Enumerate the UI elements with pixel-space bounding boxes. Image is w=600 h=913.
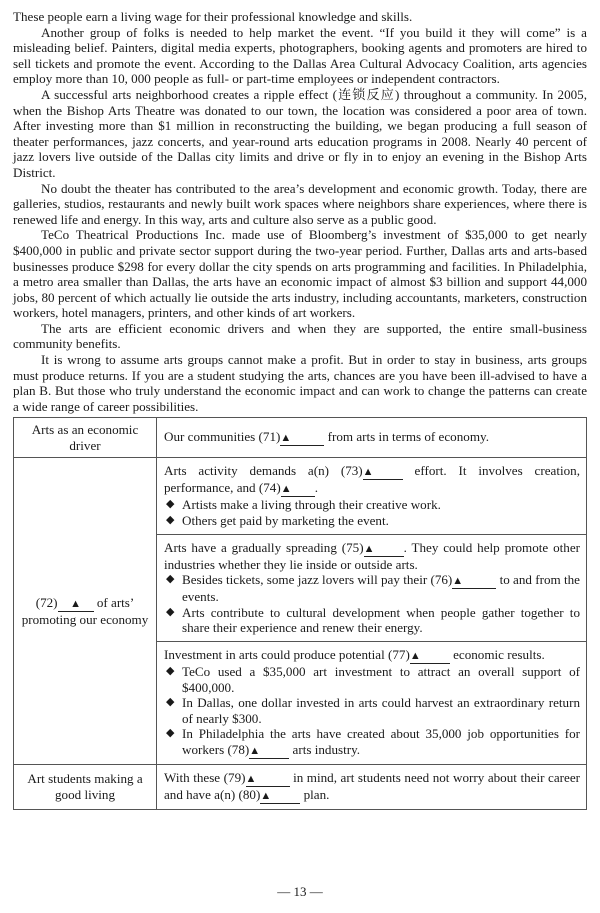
diamond-bullet-icon: ◆ — [166, 514, 175, 527]
passage-paragraph-7: It is wrong to assume arts groups cannot make a profit. But in order to stay in business, arts groups must produce returns. If you are a student studying the arts, chances are you have been ill-advised to have a plan B. But those who truly understand the economic impact and can work to change the patterns can create a wide range of career possibilities. — [13, 352, 587, 414]
row-content-economic-driver: Our communities (71)▲ from arts in terms of economy. — [157, 418, 587, 458]
row-label-promoting-economy: (72) ▲ of arts’ promoting our economy — [14, 458, 157, 765]
page-number: — 13 — — [277, 884, 323, 899]
blank-74[interactable] — [281, 481, 315, 497]
diamond-bullet-icon: ◆ — [166, 665, 175, 677]
blank-marker-icon: ▲ — [70, 597, 81, 610]
blank-marker-icon: ▲ — [249, 744, 261, 757]
passage-paragraph-2: Another group of folks is needed to help market the event. “If you build it they will come” is a misleading belief. Painters, digital media experts, photographers, booking agents and promoters are hired to sell tickets and promote the event. According to the Dallas Area Cultural Advocacy Coalition, arts agencies employ more than 10, 000 people as full- or part-time employees or independent contractors. — [13, 24, 587, 87]
blank-marker-icon: ▲ — [280, 483, 292, 496]
diamond-bullet-icon: ◆ — [166, 498, 175, 511]
blank-80[interactable] — [260, 788, 300, 804]
passage-paragraph-3: A successful arts neighborhood creates a ripple effect (连锁反应) throughout a community. In 2005, when the Bishop Arts Theatre was donated to our town, the location was considered a poor area of town. After investing more than $1 million in reconstructing the building, we began producing a full season of theater performances, jazz concerts, and year-round arts education programs in 2008. Nearly 40 percent of jazz lovers live outside of the Dallas city limits and drive or fly in to enjoy an evening in the Bishop Arts District. — [13, 86, 587, 180]
row-content-art-students: With these (79)▲ in mind, art students need not worry about their career and have a(n) (80)▲ plan. — [157, 764, 587, 809]
blank-75[interactable] — [364, 541, 404, 557]
blank-71[interactable] — [280, 430, 324, 446]
blank-72[interactable] — [58, 596, 94, 612]
bullet-item: ◆ In Dallas, one dollar invested in arts could harvest an extraordinary return of nearly $300. — [166, 695, 580, 726]
row-label-art-students: Art students making a good living — [14, 764, 157, 809]
blank-marker-icon: ▲ — [245, 772, 257, 785]
bullet-item: ◆ Artists make a living through their creative work. — [166, 497, 441, 513]
blank-76[interactable] — [452, 573, 496, 589]
row-content-effort: Arts activity demands a(n) (73)▲ effort. It involves creation, performance, and (74)▲ . ◆ Artists make a living through their creative work. ◆ Others get paid by marketing the event. — [157, 458, 587, 534]
blank-marker-icon: ▲ — [362, 466, 374, 479]
passage-paragraph-5: TeCo Theatrical Productions Inc. made use of Bloomberg’s investment of $35,000 to get nearly $400,000 in public and private sector support during the two-year period. Further, Dallas arts and arts-based businesses produce $298 for every dollar the city spends on arts programming and facilities. In Philadelphia, a metro area smaller than Dallas, the arts have an economic impact of almost $3 billion and support 44,000 jobs, 80 percent of which actually lie outside the arts industry, including accountants, marketers, construction workers, hotel managers, printers, and other kinds of art workers. — [13, 227, 587, 321]
passage-paragraph-1: These people earn a living wage for their professional knowledge and skills. — [13, 9, 413, 24]
blank-marker-icon: ▲ — [363, 542, 375, 555]
diamond-bullet-icon: ◆ — [166, 696, 175, 709]
row-label-economic-driver: Arts as an economic driver — [14, 418, 157, 458]
passage-paragraph-6: The arts are efficient economic drivers and when they are supported, the entire small-business community benefits. — [13, 320, 587, 352]
blank-78[interactable] — [249, 743, 289, 759]
passage-paragraph-4: No doubt the theater has contributed to the area’s development and economic growth. Today, there are galleries, studios, restaurants and newly built work spaces where neighbors share experiences, where there is renewed life and energy. In this way, arts and culture also serve as a public good. — [13, 180, 587, 227]
blank-marker-icon: ▲ — [260, 789, 272, 802]
diamond-bullet-icon: ◆ — [166, 573, 175, 586]
bullet-item: ◆ In Philadelphia the arts have created about 35,000 job opportunities for workers (78)▲ arts industry. — [166, 726, 580, 757]
bullet-item: ◆ Arts contribute to cultural development when people gather together to share their experience and renew their energy. — [166, 604, 580, 636]
exam-page — [13, 9, 587, 810]
row-content-investment: Investment in arts could produce potential (77)▲ economic results. ◆ TeCo used a $35,000 art investment to attract an overall support of $400,000. ◆ In Dallas, one dollar invested in arts could harvest an extraordinary return of nearly $300. ◆ In Philadelphia the arts have created about 35,000 job opportunities for workers (78)▲ arts industry. — [157, 642, 587, 765]
table-row — [14, 458, 587, 534]
blank-73[interactable] — [363, 464, 403, 480]
row-content-ripple-effect: Arts have a gradually spreading (75)▲ . They could help promote other industries whether they lie inside or outside arts. ◆ Besides tickets, some jazz lovers will pay their (76)▲ to and from the events. ◆ Arts contribute to cultural development when people gather together to share their experience and renew their energy. — [157, 534, 587, 641]
bullet-item: ◆ Besides tickets, some jazz lovers will pay their (76)▲ to and from the events. — [166, 572, 580, 605]
summary-table — [13, 417, 587, 810]
blank-77[interactable] — [410, 648, 450, 664]
bullet-item: ◆ TeCo used a $35,000 art investment to attract an overall support of $400,000. — [166, 664, 580, 695]
reading-passage — [13, 9, 587, 414]
bullet-item: ◆ Others get paid by marketing the event. — [166, 513, 389, 529]
blank-marker-icon: ▲ — [452, 575, 464, 588]
table-row — [14, 764, 587, 809]
table-row — [14, 418, 587, 458]
diamond-bullet-icon: ◆ — [166, 727, 175, 740]
blank-79[interactable] — [246, 771, 290, 787]
blank-marker-icon: ▲ — [280, 432, 292, 445]
blank-marker-icon: ▲ — [409, 650, 421, 662]
diamond-bullet-icon: ◆ — [166, 605, 175, 618]
